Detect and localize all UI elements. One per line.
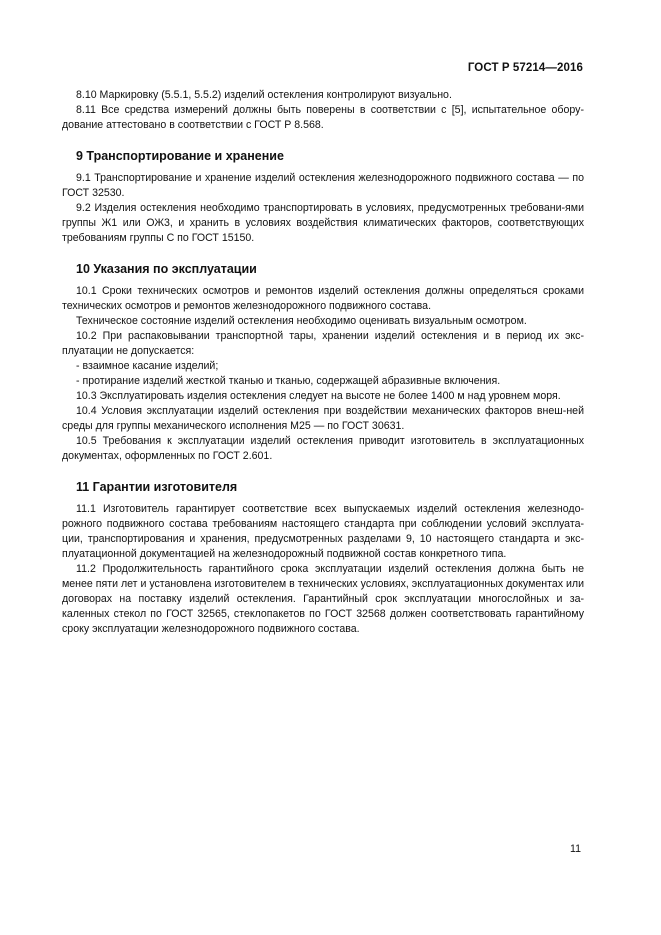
page-number: 11 bbox=[570, 843, 581, 855]
section-heading-10: 10 Указания по эксплуатации bbox=[76, 262, 257, 276]
paragraph-10-1-continued: Техническое состояние изделий остекления необходимо оценивать визуальным осмотром. bbox=[76, 315, 527, 327]
page-content bbox=[62, 88, 584, 637]
paragraph-8-10: 8.10 Маркировку (5.5.1, 5.5.2) изделий остекления контролируют визуально. bbox=[76, 89, 452, 101]
paragraph-10-5: 10.5 Требования к эксплуатации изделий остекления приводит изготовитель в эксплуатационных документах, оформленных по ГОСТ 2.601. bbox=[62, 435, 584, 462]
section-heading-9: 9 Транспортирование и хранение bbox=[76, 149, 284, 163]
paragraph-10-2: 10.2 При распаковывании транспортной тары, хранении изделий остекления и в период их экс-плуатации не допускается: bbox=[62, 330, 584, 357]
paragraph-11-1: 11.1 Изготовитель гарантирует соответствие всех выпускаемых изделий остекления железнодо-рожного подвижного состава требованиям настоящего стандарта при соблюдении условий эксплуата-ции, транспортирования и хранения, предусмотренных разделами 9, 10 настоящего стандарта и экс-плуатационной документацией на железнодорожный подвижной состав конкретного типа. bbox=[62, 503, 584, 560]
list-item: - взаимное касание изделий; bbox=[76, 360, 219, 372]
paragraph-9-2: 9.2 Изделия остекления необходимо транспортировать в условиях, предусмотренных требовани-ями группы Ж1 или ОЖ3, и хранить в условиях воздействия климатических факторов, соответствующих требованиям группы С по ГОСТ 15150. bbox=[62, 202, 584, 244]
paragraph-10-4: 10.4 Условия эксплуатации изделий остекления при воздействии механических факторов внеш-ней среды для группы механического исполнения М25 — по ГОСТ 30631. bbox=[62, 405, 584, 432]
paragraph-9-1: 9.1 Транспортирование и хранение изделий остекления железнодорожного подвижного состава — по ГОСТ 32530. bbox=[62, 172, 584, 199]
list-item: - протирание изделий жесткой тканью и тканью, содержащей абразивные включения. bbox=[76, 375, 501, 387]
paragraph-11-2: 11.2 Продолжительность гарантийного срока эксплуатации изделий остекления должна быть не менее пяти лет и установлена изготовителем в технических условиях, эксплуатационных документах или договорах на поставку изделий остекления. Гарантийный срок эксплуатации многослойных и за-каленных стекол по ГОСТ 32565, стеклопакетов по ГОСТ 32568 должен соответствовать гарантийному сроку эксплуатации железнодорожного подвижного состава. bbox=[62, 563, 584, 635]
section-heading-11: 11 Гарантии изготовителя bbox=[76, 480, 238, 494]
paragraph-10-1: 10.1 Сроки технических осмотров и ремонтов изделий остекления должны определяться сроками технических осмотров и ремонтов железнодорожного подвижного состава. bbox=[62, 285, 584, 312]
standard-code: ГОСТ Р 57214—2016 bbox=[467, 62, 583, 74]
paragraph-10-3: 10.3 Эксплуатировать изделия остекления следует на высоте не более 1400 м над уровнем моря. bbox=[76, 390, 561, 402]
paragraph-8-11: 8.11 Все средства измерений должны быть поверены в соответствии с [5], испытательное обору-дование аттестовано в соответствии с ГОСТ Р 8.568. bbox=[62, 104, 584, 131]
